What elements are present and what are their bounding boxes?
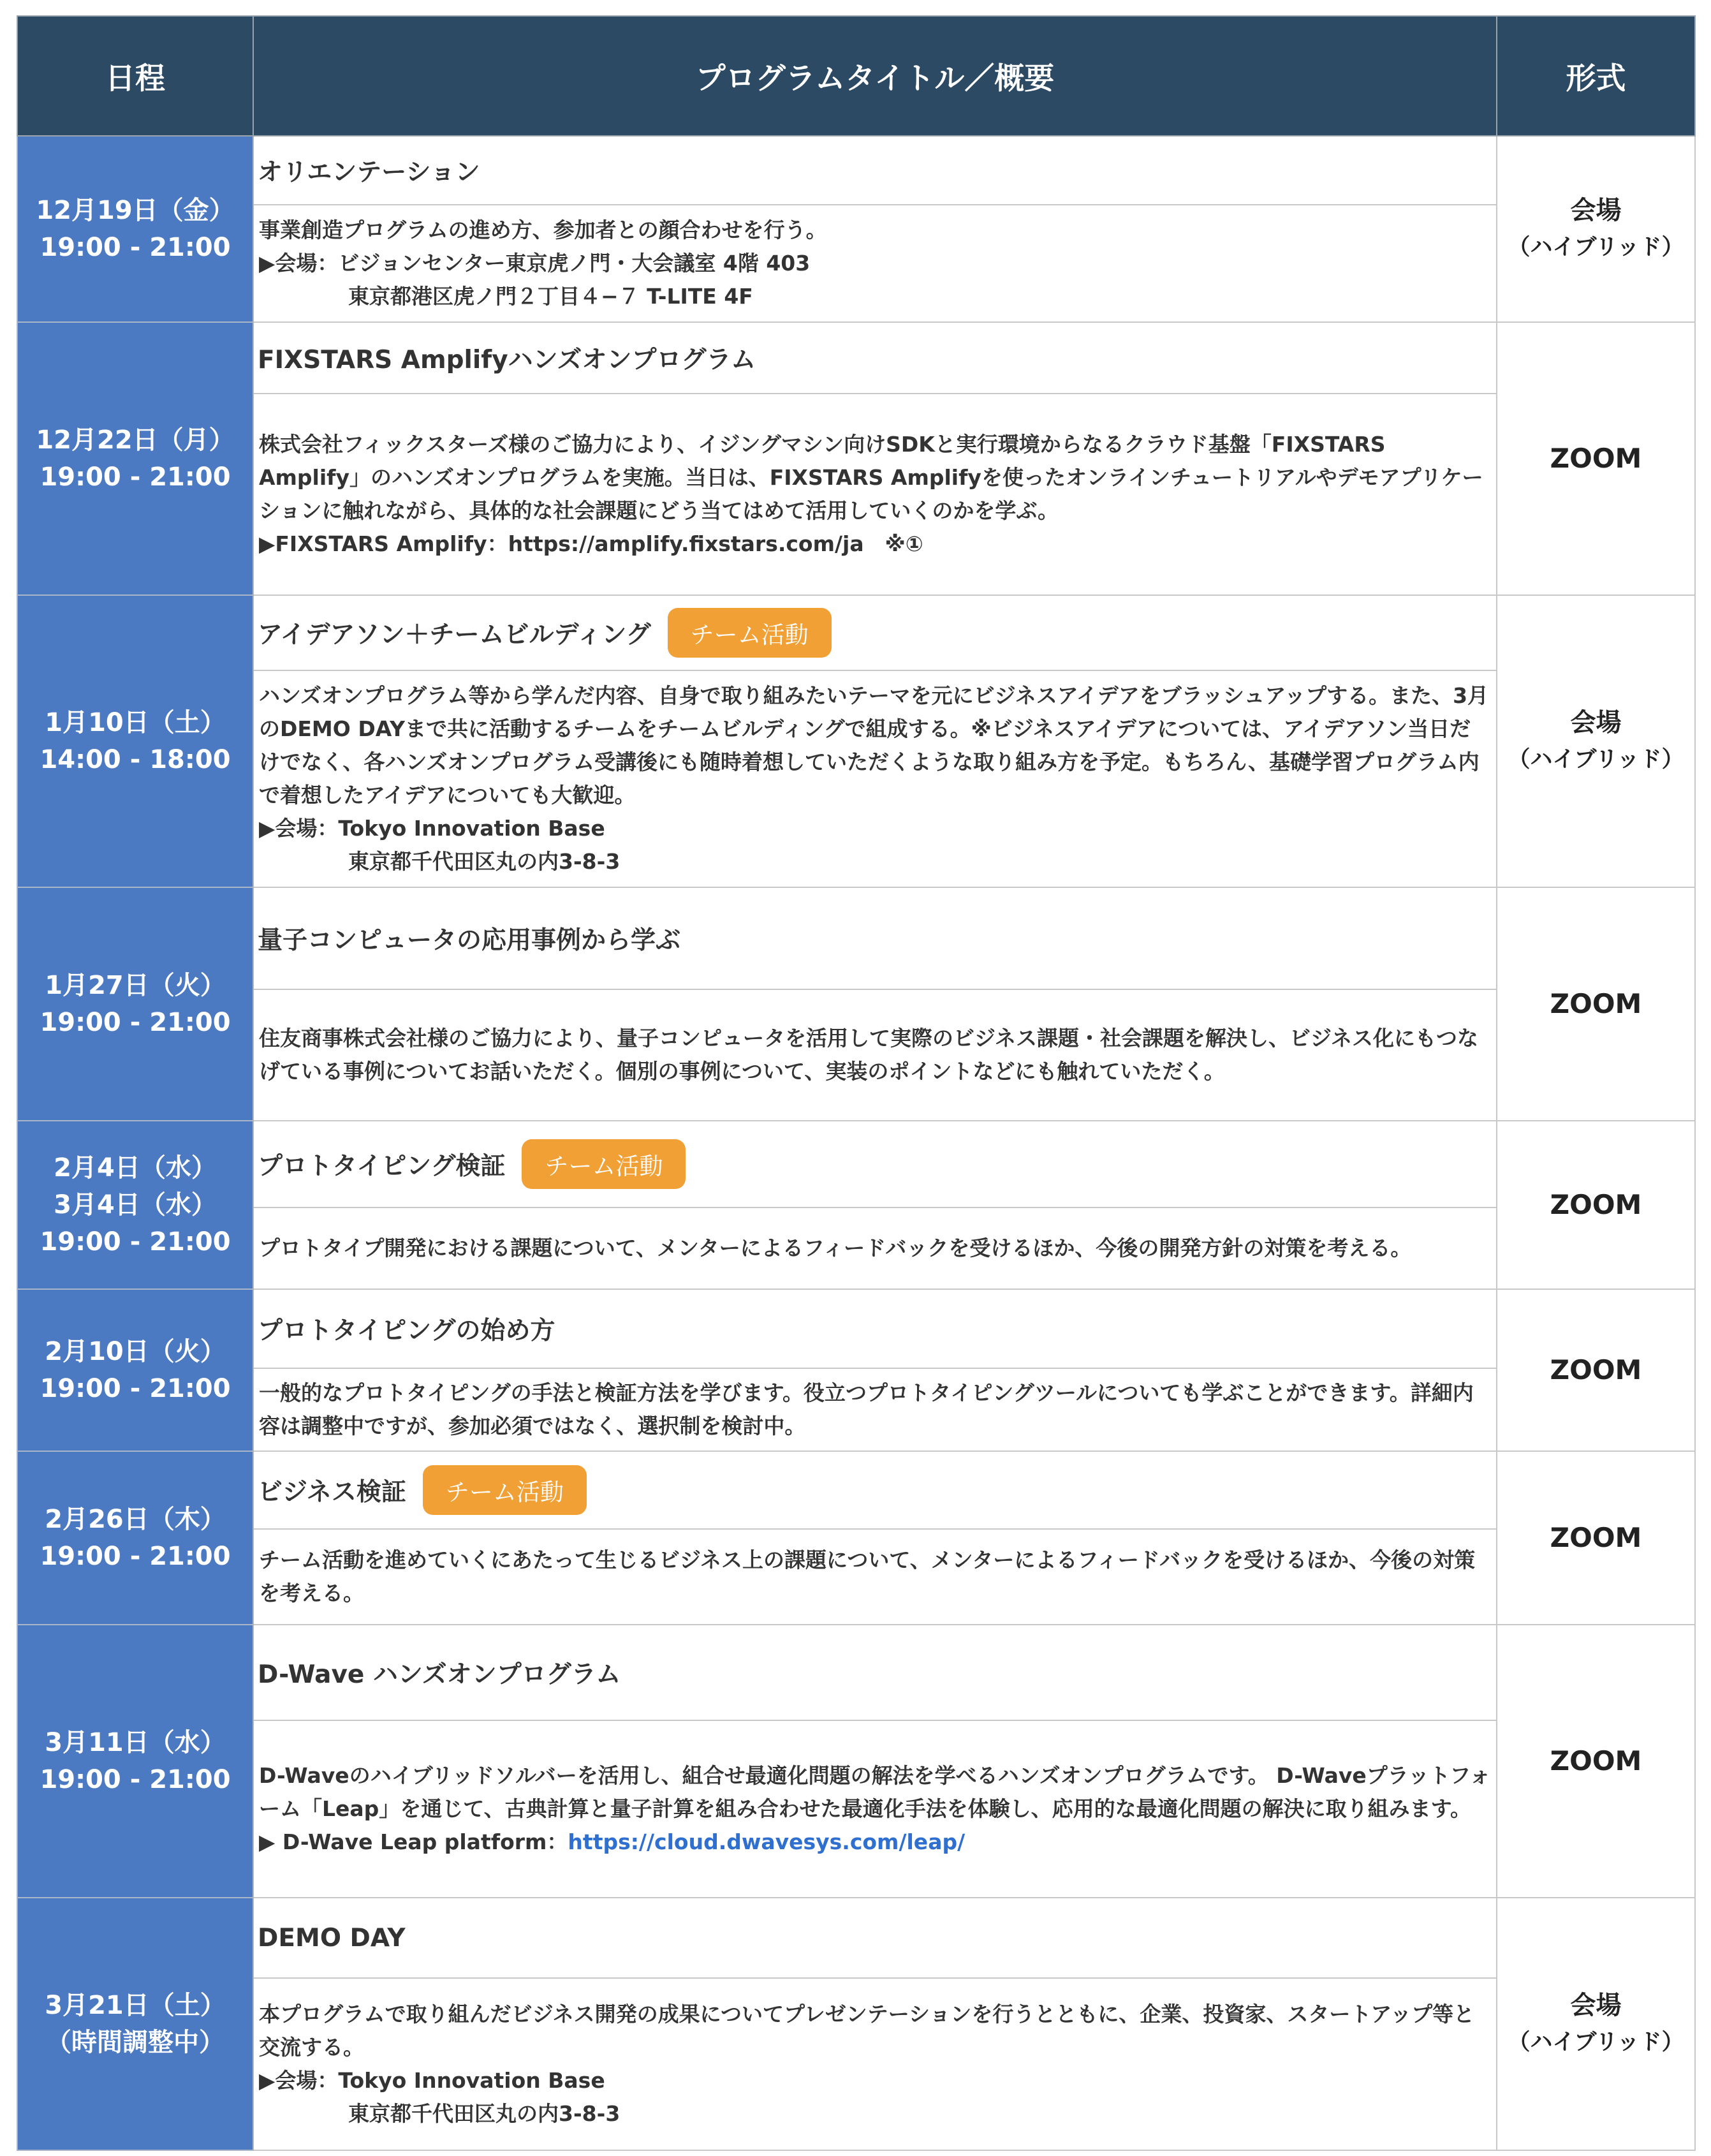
date-line: 1月27日（火） (45, 971, 226, 1000)
date-line: 3月21日（土） (45, 1991, 226, 2020)
format-label: ZOOM (1550, 443, 1642, 474)
schedule-row (17, 136, 1695, 322)
format-sub-label: （ハイブリッド） (1508, 235, 1684, 260)
venue-address: 東京都千代田区丸の内3-8-3 (348, 849, 621, 874)
date-line: 1月10日（土） (45, 708, 226, 737)
link-line (259, 1826, 1491, 1859)
format-label: 会場 (1570, 1991, 1622, 2020)
program-title-text: FIXSTARS Amplifyハンズオンプログラム (258, 346, 756, 374)
program-description (254, 394, 1496, 594)
team-activity-badge: チーム活動 (668, 608, 832, 658)
format-label: ZOOM (1550, 1522, 1642, 1553)
program-title (254, 323, 1496, 394)
description-paragraph: 住友商事株式会社様のご協力により、量子コンピュータを活用して実際のビジネス課題・社会課題を解決し、ビジネス化にもつなげている事例についてお話いただく。個別の事例について、実装のポイントなどにも触れていただく。 (259, 1026, 1479, 1084)
date-cell (17, 595, 253, 887)
program-cell (253, 887, 1497, 1121)
program-title (254, 1898, 1496, 1979)
format-cell (1497, 322, 1695, 595)
program-title (254, 1121, 1496, 1208)
header-row (17, 16, 1695, 136)
header-format: 形式 (1497, 16, 1695, 136)
date-line: 2月10日（火） (45, 1337, 226, 1366)
format-label: ZOOM (1550, 1354, 1642, 1385)
date-cell (17, 322, 253, 595)
description-paragraph: ▶会場：Tokyo Innovation Base (259, 816, 605, 841)
format-label: ZOOM (1550, 988, 1642, 1019)
program-title-text: アイデアソン＋チームビルディング (258, 621, 651, 649)
program-title (254, 888, 1496, 990)
program-description (254, 1369, 1496, 1451)
program-cell (253, 1121, 1497, 1289)
program-title-text: プロトタイピング検証 (258, 1152, 506, 1181)
date-line: 19:00 - 21:00 (40, 1765, 231, 1794)
format-cell (1497, 1625, 1695, 1898)
description-paragraph: プロトタイプ開発における課題について、メンターによるフィードバックを受けるほか、今後の開発方針の対策を考える。 (259, 1236, 1412, 1260)
description-paragraph: ハンズオンプログラム等から学んだ内容、自身で取り組みたいテーマを元にビジネスアイデアをブラッシュアップする。また、3月のDEMO DAYまで共に活動するチームをチームビルディングで組成する。※ビジネスアイデアについては、アイデアソン当日だけでなく、各ハンズオンプログラム受講後にも随時着想していただくような取り組み方を予定。もちろん、基礎学習プログラム内で着想したアイデアについても大歓迎。 (259, 683, 1489, 808)
date-line: 19:00 - 21:00 (40, 462, 231, 492)
format-label: ZOOM (1550, 1189, 1642, 1220)
format-sub-label: （ハイブリッド） (1508, 747, 1684, 772)
program-description (254, 671, 1496, 887)
program-title-text: オリエンテーション (258, 158, 480, 187)
program-description (254, 1208, 1496, 1288)
program-title-text: DEMO DAY (258, 1923, 406, 1953)
program-title (254, 1452, 1496, 1530)
program-cell (253, 136, 1497, 322)
link-prefix: ▶ D-Wave Leap platform： (259, 1829, 568, 1854)
schedule-row (17, 1289, 1695, 1451)
schedule-row (17, 1625, 1695, 1898)
schedule-row (17, 887, 1695, 1121)
format-cell (1497, 1451, 1695, 1625)
description-paragraph: D-Waveのハイブリッドソルバーを活用し、組合せ最適化問題の解法を学べるハンズオンプログラムです。 D-Waveプラットフォーム「Leap」を通じて、古典計算と量子計算を組み合わせた最適化手法を体験し、応用的な最適化問題の解決に取り組みます。 (259, 1763, 1491, 1821)
date-line: 19:00 - 21:00 (40, 1227, 231, 1257)
date-line: 19:00 - 21:00 (40, 1374, 231, 1403)
program-title-text: D-Wave ハンズオンプログラム (258, 1660, 621, 1689)
program-title (254, 596, 1496, 671)
date-cell (17, 1451, 253, 1625)
schedule-row (17, 1121, 1695, 1289)
format-label: 会場 (1570, 196, 1622, 225)
format-cell (1497, 595, 1695, 887)
schedule-row (17, 595, 1695, 887)
program-cell (253, 322, 1497, 595)
venue-address: 東京都千代田区丸の内3-8-3 (348, 2101, 621, 2126)
format-label: ZOOM (1550, 1745, 1642, 1776)
program-cell (253, 1625, 1497, 1898)
program-title (254, 1625, 1496, 1721)
date-line: 3月11日（水） (45, 1728, 226, 1757)
date-line: 14:00 - 18:00 (40, 745, 231, 774)
date-cell (17, 1121, 253, 1289)
team-activity-badge: チーム活動 (522, 1139, 686, 1189)
date-line: 12月22日（月） (36, 425, 235, 455)
team-activity-badge: チーム活動 (423, 1465, 587, 1515)
date-cell (17, 887, 253, 1121)
schedule-table (17, 15, 1696, 2151)
program-description (254, 1721, 1496, 1897)
description-paragraph: 事業創造プログラムの進め方、参加者との顔合わせを行う。 (259, 218, 827, 242)
program-title-text: プロトタイピングの始め方 (258, 1317, 555, 1345)
program-cell (253, 1289, 1497, 1451)
date-line: 2月26日（木） (45, 1505, 226, 1534)
date-line: （時間調整中） (46, 2028, 224, 2057)
format-cell (1497, 1898, 1695, 2150)
program-title-text: 量子コンピュータの応用事例から学ぶ (258, 926, 681, 955)
date-line: 19:00 - 21:00 (40, 1542, 231, 1571)
description-paragraph: 本プログラムで取り組んだビジネス開発の成果についてプレゼンテーションを行うとともに、企業、投資家、スタートアップ等と交流する。 (259, 2002, 1475, 2060)
program-cell (253, 1451, 1497, 1625)
program-description (254, 205, 1496, 321)
date-line: 3月4日（水） (54, 1190, 217, 1220)
description-paragraph: ▶会場：ビジョンセンター東京虎ノ門・大会議室 4階 403 (259, 251, 811, 276)
program-title (254, 1290, 1496, 1369)
schedule-row (17, 1898, 1695, 2150)
program-title-text: ビジネス検証 (258, 1478, 406, 1507)
schedule-row (17, 1451, 1695, 1625)
dwave-leap-link[interactable]: https://cloud.dwavesys.com/leap/ (568, 1829, 966, 1854)
format-label: 会場 (1570, 708, 1622, 737)
format-cell (1497, 136, 1695, 322)
date-cell (17, 136, 253, 322)
date-line: 12月19日（金） (36, 196, 235, 225)
header-date: 日程 (17, 16, 253, 136)
description-paragraph: ▶会場：Tokyo Innovation Base (259, 2068, 605, 2093)
program-description (254, 990, 1496, 1120)
program-description (254, 1979, 1496, 2150)
date-line: 19:00 - 21:00 (40, 233, 231, 262)
description-paragraph: チーム活動を進めていくにあたって生じるビジネス上の課題について、メンターによるフィードバックを受けるほか、今後の対策を考える。 (259, 1547, 1476, 1606)
program-cell (253, 595, 1497, 887)
date-cell (17, 1898, 253, 2150)
format-cell (1497, 1121, 1695, 1289)
date-cell (17, 1625, 253, 1898)
header-program: プログラムタイトル／概要 (253, 16, 1497, 136)
description-paragraph: 株式会社フィックスターズ様のご協力により、イジングマシン向けSDKと実行環境からなるクラウド基盤「FIXSTARS Amplify」のハンズオンプログラムを実施。当日は、FIXSTARS Amplifyを使ったオンラインチュートリアルやデモアプリケーションに触れながら、具体的な社会課題にどう当てはめて活用していくのかを学ぶ。 (259, 432, 1483, 523)
date-cell (17, 1289, 253, 1451)
schedule-row (17, 322, 1695, 595)
schedule-body (17, 136, 1695, 2150)
program-cell (253, 1898, 1497, 2150)
date-line: 19:00 - 21:00 (40, 1008, 231, 1037)
date-line: 2月4日（水） (54, 1153, 217, 1183)
format-sub-label: （ハイブリッド） (1508, 2030, 1684, 2055)
format-cell (1497, 887, 1695, 1121)
program-description (254, 1530, 1496, 1624)
description-paragraph: 一般的なプロトタイピングの手法と検証方法を学びます。役立つプロトタイピングツールについても学ぶことができます。詳細内容は調整中ですが、参加必須ではなく、選択制を検討中。 (259, 1380, 1474, 1438)
program-title (254, 137, 1496, 205)
venue-address: 東京都港区虎ノ門２丁目４−７ T-LITE 4F (348, 284, 753, 309)
description-paragraph: ▶FIXSTARS Amplify：https://amplify.fixstars.com/ja ※① (259, 531, 923, 556)
format-cell (1497, 1289, 1695, 1451)
